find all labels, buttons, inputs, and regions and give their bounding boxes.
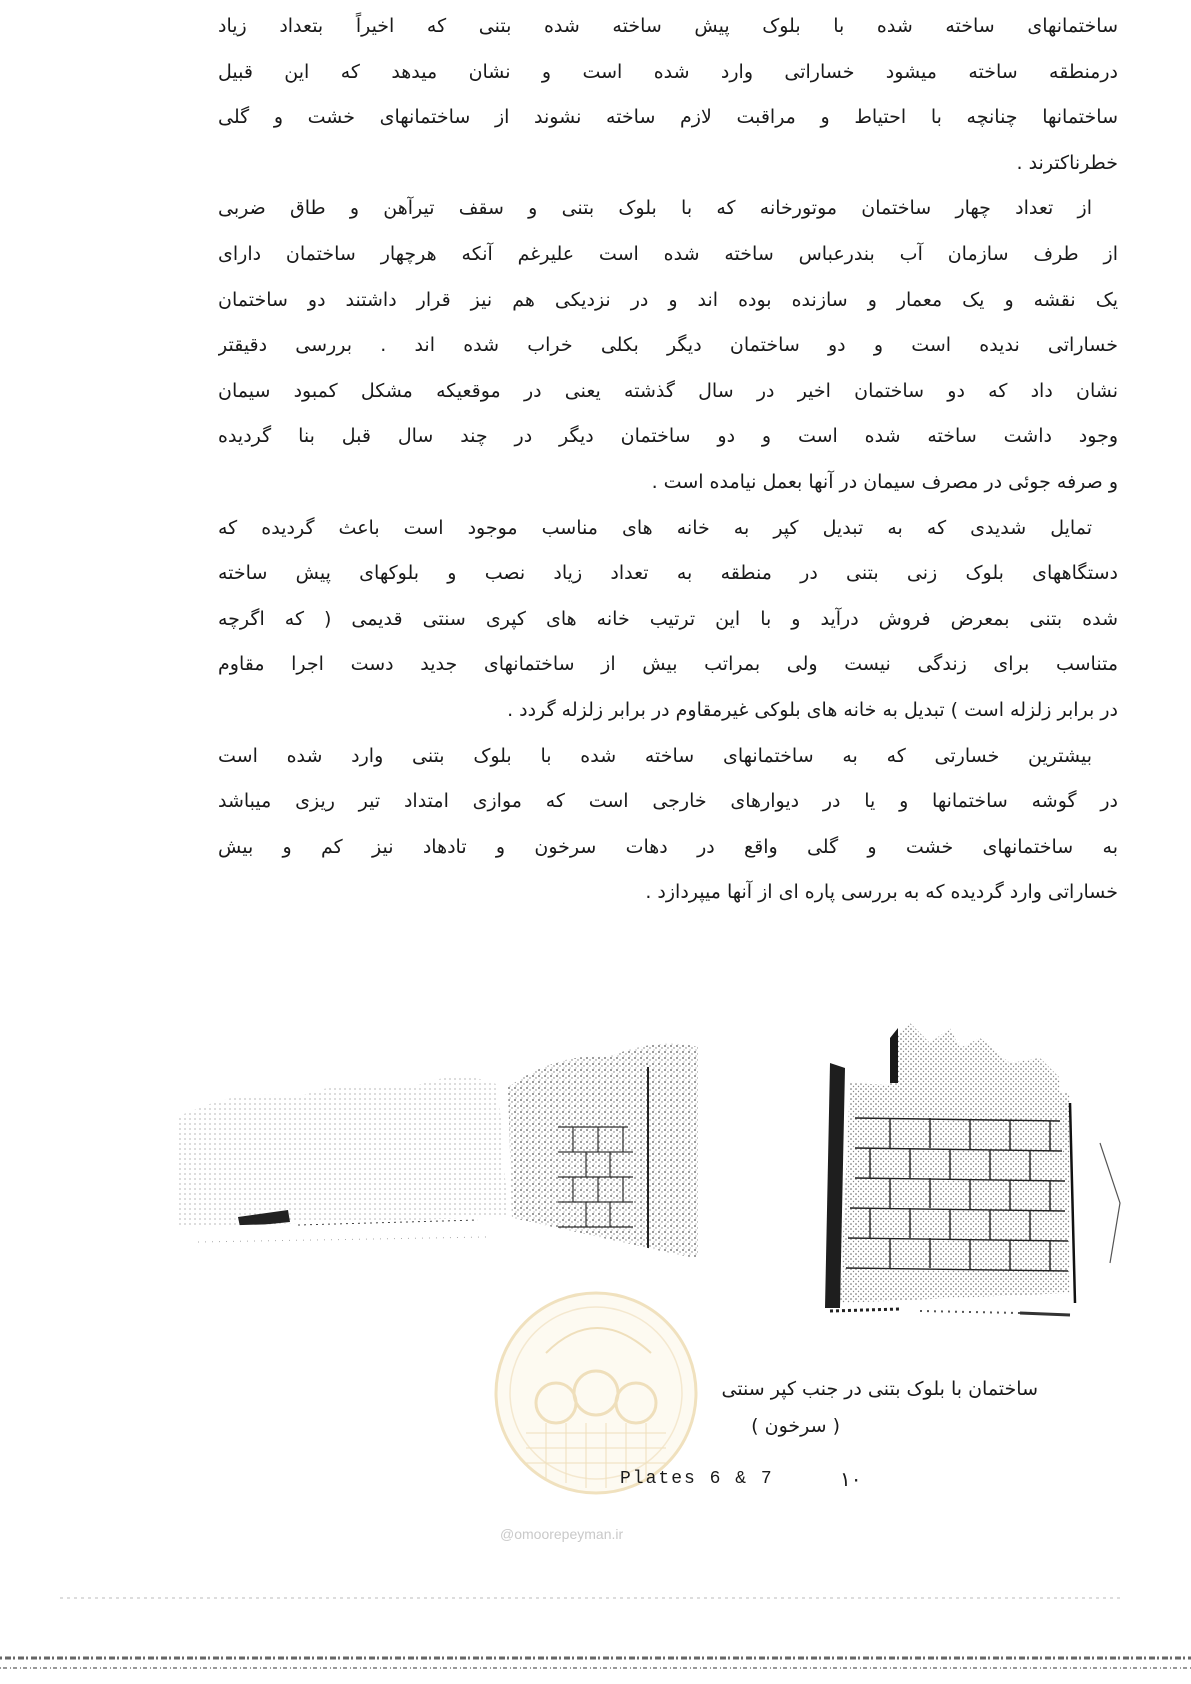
figure-caption: ساختمان با بلوک بتنی در جنب کپر سنتی bbox=[721, 1378, 1038, 1400]
text-line: دستگاههای بلوک زنی بتنی در منطقه به تعداد زیاد نصب و بلوکهای پیش ساخته bbox=[218, 562, 1118, 585]
text-line: ساختمانها چنانچه با احتیاط و مراقبت لازم ساخته نشوند از ساختمانهای خشت و گلی bbox=[218, 106, 1118, 129]
text-line: شده بتنی بمعرض فروش درآید و با این ترتیب خانه های کپری سنتی قدیمی ( که اگرچه bbox=[218, 607, 1118, 630]
text-line: تمایل شدیدی که به تبدیل کپر به خانه های مناسب موجود است باعث گردیده که bbox=[218, 516, 1092, 539]
paragraph-3 bbox=[218, 506, 1118, 734]
photo-right-image bbox=[770, 1023, 1165, 1333]
text-line: به ساختمانهای خشت و گلی واقع در دهات سرخون و تادهاد نیز کم و بیش bbox=[218, 835, 1118, 858]
text-line: خطرناکترند . bbox=[1016, 151, 1118, 174]
photo-left bbox=[178, 1027, 698, 1287]
paragraph-1 bbox=[218, 4, 1118, 186]
paragraph-4 bbox=[218, 734, 1118, 916]
figure-caption-location: ( سرخون ) bbox=[751, 1415, 840, 1437]
text-line: بیشترین خسارتی که به ساختمانهای ساخته شده با بلوک بتنی وارد شده است bbox=[218, 744, 1092, 767]
page-number: ۱۰ bbox=[840, 1467, 862, 1491]
plates-label: Plates 6 & 7 bbox=[620, 1469, 774, 1489]
text-line: درمنطقه ساخته میشود خساراتی وارد شده است و نشان میدهد که این قبیل bbox=[218, 60, 1118, 83]
text-line: یک نقشه و یک معمار و سازنده بوده اند و در نزدیکی هم نیز قرار داشتند دو ساختمان bbox=[218, 288, 1118, 311]
text-line: و صرفه جوئی در مصرف سیمان در آنها بعمل نیامده است . bbox=[651, 470, 1118, 493]
scan-noise-bottom bbox=[0, 1648, 1191, 1684]
text-line: خساراتی وارد گردیده که به بررسی پاره ای از آنها میپردازد . bbox=[645, 881, 1118, 904]
text-line: از طرف سازمان آب بندرعباس ساخته شده است علیرغم آنکه هرچهار ساختمان دارای bbox=[218, 242, 1118, 265]
text-line: متناسب برای زندگی نیست ولی بمراتب بیش از ساختمانهای جدید دست اجرا مقاوم bbox=[218, 653, 1118, 676]
scan-noise-top bbox=[0, 1590, 1191, 1630]
text-line: در برابر زلزله است ) تبدیل به خانه های بلوکی غیرمقاوم در برابر زلزله گردد . bbox=[507, 698, 1118, 721]
photo-right bbox=[770, 1023, 1165, 1333]
photo-left-image bbox=[178, 1027, 698, 1287]
paragraph-2 bbox=[218, 186, 1118, 505]
text-line: ساختمانهای ساخته شده با بلوک پیش ساخته شده بتنی که اخیراً بتعداد زیاد bbox=[218, 15, 1118, 37]
text-line: خساراتی ندیده است و دو ساختمان دیگر بکلی خراب شده اند . بررسی دقیقتر bbox=[218, 334, 1118, 357]
text-line: در گوشه ساختمانها و یا در دیوارهای خارجی است که موازی امتداد تیر ریزی میباشد bbox=[218, 790, 1118, 813]
body-text bbox=[218, 4, 1118, 916]
watermark-url: @omoorepeyman.ir bbox=[500, 1526, 624, 1542]
text-line: وجود داشت ساخته شده است و دو ساختمان دیگر در چند سال قبل بنا گردیده bbox=[218, 425, 1118, 448]
text-line: نشان داد که دو ساختمان اخیر در سال گذشته یعنی در موقعیکه مشکل کمبود سیمان bbox=[218, 379, 1118, 402]
text-line: از تعداد چهار ساختمان موتورخانه که با بلوک بتنی و سقف تیرآهن و طاق ضربی bbox=[218, 197, 1092, 220]
